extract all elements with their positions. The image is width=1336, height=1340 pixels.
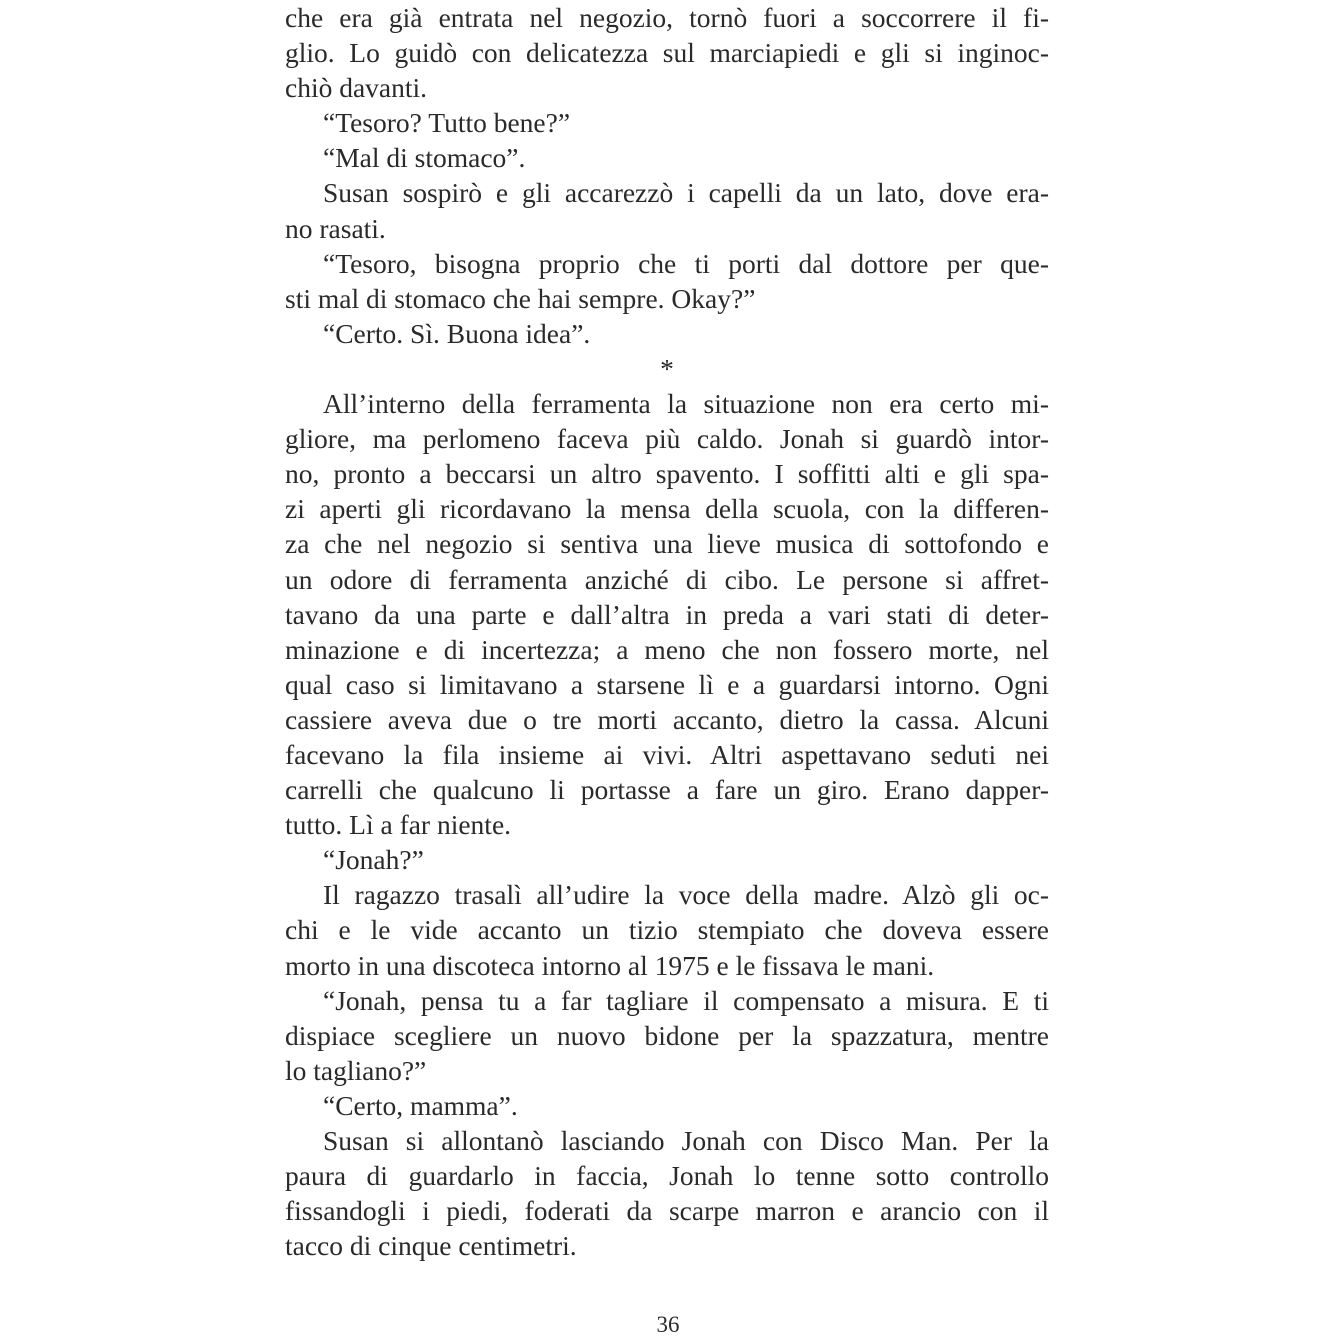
text-line: no, pronto a beccarsi un altro spavento. I soffitti alti e gli spa- bbox=[285, 458, 1049, 490]
text-line: minazione e di incertezza; a meno che non fossero morte, nel bbox=[285, 633, 1049, 665]
text-line: Susan si allontanò lasciando Jonah con Disco Man. Per la bbox=[323, 1125, 1049, 1156]
text-line: tutto. Lì a far niente. bbox=[285, 809, 512, 841]
text-line: glio. Lo guidò con delicatezza sul marciapiedi e gli si inginoc- bbox=[285, 37, 1049, 69]
text-line: paura di guardarlo in faccia, Jonah lo tenne sotto controllo bbox=[285, 1160, 1049, 1192]
text-line: “Tesoro, bisogna proprio che ti porti dal dottore per que- bbox=[323, 247, 1049, 279]
text-line: “Tesoro? Tutto bene?” bbox=[323, 107, 571, 139]
text-line: lo tagliano?” bbox=[285, 1054, 427, 1086]
text-line: sti mal di stomaco che hai sempre. Okay?” bbox=[285, 282, 756, 314]
body-text bbox=[285, 0, 1049, 1263]
text-line: no rasati. bbox=[285, 212, 386, 244]
text-line: dispiace scegliere un nuovo bidone per la spazzatura, mentre bbox=[285, 1019, 1049, 1051]
text-line: Il ragazzo trasalì all’udire la voce della madre. Alzò gli oc- bbox=[323, 879, 1049, 911]
text-line: za che nel negozio si sentiva una lieve musica di sottofondo e bbox=[285, 528, 1049, 560]
text-line: tavano da una parte e dall’altra in preda a vari stati di deter- bbox=[285, 598, 1049, 630]
text-line: tacco di cinque centimetri. bbox=[285, 1230, 577, 1262]
text-line: Susan sospirò e gli accarezzò i capelli da un lato, dove era- bbox=[323, 177, 1049, 209]
text-line: chiò davanti. bbox=[285, 72, 428, 104]
text-line: facevano la fila insieme ai vivi. Altri aspettavano seduti nei bbox=[285, 738, 1049, 770]
text-line: “Jonah, pensa tu a far tagliare il compensato a misura. E ti bbox=[323, 984, 1049, 1016]
text-line: All’interno della ferramenta la situazione non era certo mi- bbox=[323, 388, 1049, 420]
text-line: chi e le vide accanto un tizio stempiato che doveva essere bbox=[285, 914, 1049, 946]
text-line: “Certo. Sì. Buona idea”. bbox=[323, 317, 591, 349]
text-line: gliore, ma perlomeno faceva più caldo. Jonah si guardò intor- bbox=[285, 423, 1049, 455]
text-line: qual caso si limitavano a starsene lì e a guardarsi intorno. Ogni bbox=[285, 668, 1049, 700]
text-line: carrelli che qualcuno li portasse a fare un giro. Erano dapper- bbox=[285, 774, 1049, 806]
text-line: “Certo, mamma”. bbox=[323, 1089, 518, 1121]
page-number: 36 bbox=[656, 1312, 680, 1337]
text-line: “Jonah?” bbox=[323, 844, 424, 876]
text-line: morto in una discoteca intorno al 1975 e le fissava le mani. bbox=[285, 949, 935, 981]
text-line: zi aperti gli ricordavano la mensa della scuola, con la differen- bbox=[285, 493, 1049, 525]
text-line: “Mal di stomaco”. bbox=[323, 142, 526, 174]
text-line: cassiere aveva due o tre morti accanto, dietro la cassa. Alcuni bbox=[285, 703, 1049, 735]
text-line: fissandogli i piedi, foderati da scarpe marron e arancio con il bbox=[285, 1195, 1049, 1227]
section-break: * bbox=[660, 352, 674, 384]
text-line: un odore di ferramenta anziché di cibo. Le persone si affret- bbox=[285, 563, 1049, 595]
text-line: che era già entrata nel negozio, tornò fuori a soccorrere il fi- bbox=[285, 2, 1049, 33]
